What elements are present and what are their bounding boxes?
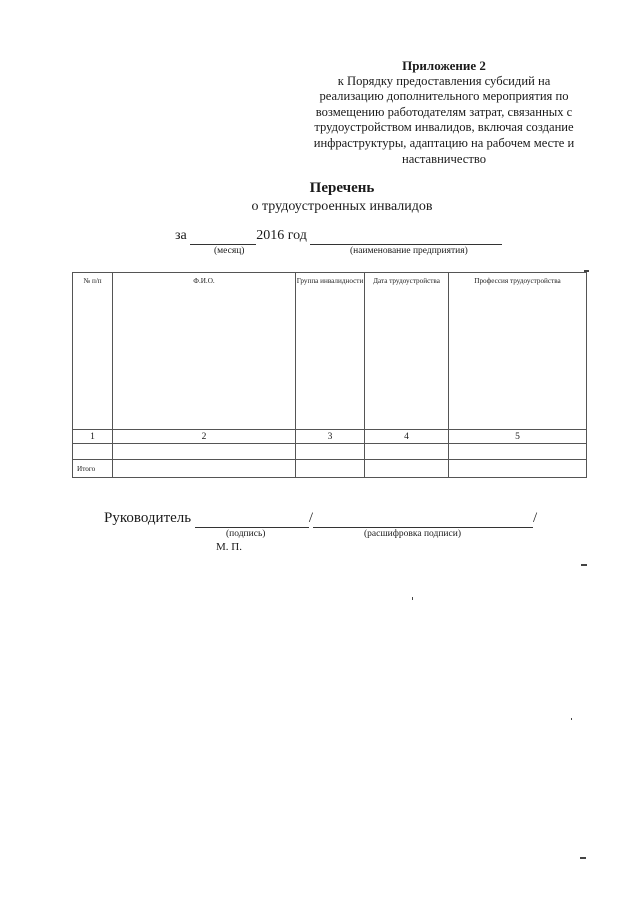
column-number: 3 [296, 430, 365, 444]
header-disability-group: Группа инвалидности [296, 273, 365, 430]
scan-mark [412, 597, 413, 600]
period-year: 2016 год [256, 228, 307, 243]
total-row [73, 460, 587, 478]
table-cell[interactable] [365, 460, 449, 478]
table-cell[interactable] [113, 460, 296, 478]
table-cell[interactable] [113, 444, 296, 460]
document-subtitle: о трудоустроенных инвалидов [251, 199, 433, 214]
header-profession: Профессия трудоустройства [449, 273, 587, 430]
table-cell[interactable] [73, 444, 113, 460]
appendix-line-2: реализацию дополнительного мероприятия по [319, 89, 569, 104]
document-title: Перечень [309, 180, 375, 196]
table-header-row [73, 273, 587, 430]
scan-mark [584, 270, 589, 272]
stamp-placeholder: М. П. [216, 541, 242, 553]
signature-label: Руководитель [104, 510, 192, 526]
month-field[interactable] [190, 228, 256, 245]
column-numbers-row [73, 430, 587, 444]
signature-field[interactable] [195, 510, 309, 528]
signature-hint: (подпись) [226, 529, 266, 539]
header-number: № п/п [73, 273, 113, 430]
column-number: 2 [113, 430, 296, 444]
disabled-employees-table [72, 272, 587, 478]
header-employment-date: Дата трудоустройства [365, 273, 449, 430]
total-label: Итого [73, 460, 113, 478]
appendix-line-3: возмещению работодателям затрат, связанных с [315, 104, 573, 119]
appendix-line-6: наставничество [401, 151, 487, 166]
appendix-title: Приложение 2 [402, 58, 486, 73]
decode-hint: (расшифровка подписи) [364, 529, 461, 539]
table-cell[interactable] [449, 460, 587, 478]
signature-slash-1: / [308, 510, 314, 526]
column-number: 5 [449, 430, 587, 444]
appendix-block [296, 58, 592, 167]
period-prefix: за [175, 228, 187, 243]
scan-mark [581, 564, 587, 566]
scan-mark [580, 857, 586, 859]
company-field[interactable] [310, 228, 502, 245]
table-row [73, 444, 587, 460]
appendix-line-5: инфраструктуры, адаптацию на рабочем месте и [313, 135, 575, 150]
signature-line [104, 510, 537, 528]
month-hint: (месяц) [214, 246, 245, 256]
column-number: 1 [73, 430, 113, 444]
table-cell[interactable] [449, 444, 587, 460]
table-cell[interactable] [296, 460, 365, 478]
period-line [175, 228, 502, 245]
company-hint: (наименование предприятия) [350, 246, 468, 256]
appendix-line-4: трудоустройством инвалидов, включая создание [314, 120, 574, 135]
column-number: 4 [365, 430, 449, 444]
signature-decode-field[interactable] [313, 510, 533, 528]
header-fio: Ф.И.О. [113, 273, 296, 430]
table-cell[interactable] [365, 444, 449, 460]
scan-mark [571, 718, 572, 720]
appendix-line-1: к Порядку предоставления субсидий на [337, 73, 551, 88]
table-cell[interactable] [296, 444, 365, 460]
signature-slash-2: / [533, 510, 538, 526]
